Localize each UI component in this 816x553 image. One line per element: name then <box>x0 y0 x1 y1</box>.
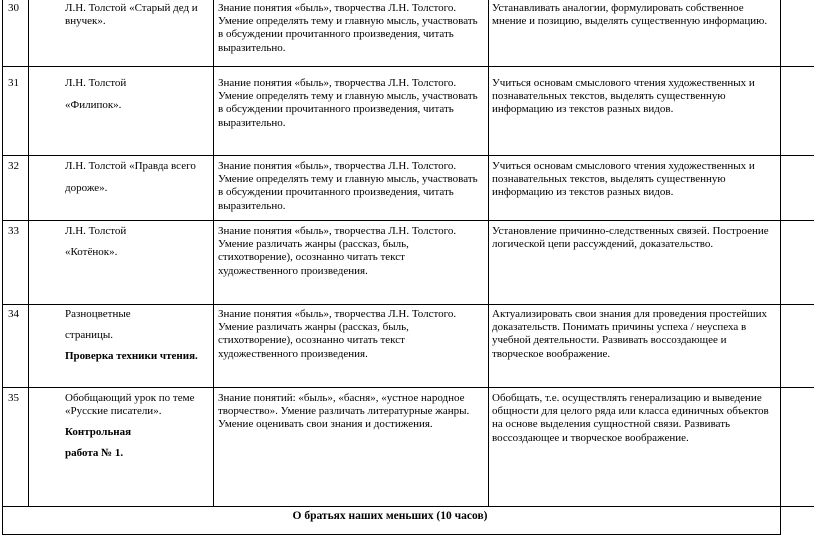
meta-results: Обобщать, т.е. осуществлять генерализацию и выведение общности для целого ряда или класса единичных объектов на основе выделения сущностной связи. Развивать воссоздающее и творческое воображение. <box>492 392 769 444</box>
table-border <box>2 506 814 507</box>
row-number: 30 <box>8 2 19 14</box>
subject-results: Знание понятия «быль», творчества Л.Н. Толстого. Умение различать жанры (рассказ, быль, стихотворение), осознанно читать текст художественного произведения. <box>218 225 457 277</box>
lesson-topic: дороже». <box>65 182 108 194</box>
meta-results: Установление причинно-следственных связей. Построение логической цепи рассуждений, доказательство. <box>492 225 769 251</box>
lesson-topic-bold: Контрольная <box>65 426 132 438</box>
lesson-topic: страницы. <box>65 329 114 341</box>
lesson-topic: «Котёнок». <box>65 246 118 258</box>
lesson-topic: «Филипок». <box>65 99 122 111</box>
subject-results: Знание понятия «быль», творчества Л.Н. Толстого. Умение различать жанры (рассказ, быль, стихотворение), осознанно читать текст художественного произведения. <box>218 308 457 360</box>
table-border <box>2 155 814 156</box>
meta-results: Учиться основам смыслового чтения художественных и познавательных текстов, выделять существенную информацию из текстов разных видов. <box>492 160 755 199</box>
table-border <box>2 0 3 535</box>
meta-results: Актуализировать свои знания для проведения простейших доказательств. Понимать причины успеха / неуспеха в учебной деятельности. Развивать воссоздающее и творческое воображение. <box>492 308 767 360</box>
row-number: 32 <box>8 160 19 172</box>
table-border <box>213 0 214 506</box>
table-border <box>2 534 780 535</box>
subject-results: Знание понятий: «быль», «басня», «устное народное творчество». Умение различать литературные жанры. Умение оценивать свои знания и достижения. <box>218 392 470 431</box>
row-number: 33 <box>8 225 19 237</box>
row-number: 34 <box>8 308 19 320</box>
lesson-topic: Л.Н. Толстой «Правда всего <box>65 160 196 172</box>
lesson-topic: Обобщающий урок по теме «Русские писатели». <box>65 392 195 418</box>
lesson-topic: Л.Н. Толстой <box>65 77 127 89</box>
lesson-topic-bold: Проверка техники чтения. <box>65 350 198 362</box>
table-border <box>488 0 489 506</box>
table-border <box>2 66 814 67</box>
row-number: 35 <box>8 392 19 404</box>
meta-results: Устанавливать аналогии, формулировать собственное мнение и позицию, выделять существенную информацию. <box>492 2 768 28</box>
lesson-topic: Разноцветные <box>65 308 131 320</box>
section-title: О братьях наших меньших (10 часов) <box>292 510 488 522</box>
meta-results: Учиться основам смыслового чтения художественных и познавательных текстов, выделять существенную информацию из текстов разных видов. <box>492 77 755 116</box>
lesson-topic-bold: работа № 1. <box>65 447 124 459</box>
table-border <box>2 220 814 221</box>
table-border <box>2 387 814 388</box>
subject-results: Знание понятия «быль», творчества Л.Н. Толстого. Умение определять тему и главную мысль, участвовать в обсуждении прочитанного произведения, читать выразительно. <box>218 160 478 212</box>
subject-results: Знание понятия «быль», творчества Л.Н. Толстого. Умение определять тему и главную мысль, участвовать в обсуждении прочитанного произведения, читать выразительно. <box>218 2 478 54</box>
lesson-topic: Л.Н. Толстой <box>65 225 127 237</box>
lesson-topic: Л.Н. Толстой «Старый дед и внучек». <box>65 2 198 28</box>
table-border <box>780 0 781 535</box>
table-border <box>28 0 29 506</box>
table-border <box>2 304 814 305</box>
subject-results: Знание понятия «быль», творчества Л.Н. Толстого. Умение определять тему и главную мысль, участвовать в обсуждении прочитанного произведения, читать выразительно. <box>218 77 478 129</box>
row-number: 31 <box>8 77 19 89</box>
